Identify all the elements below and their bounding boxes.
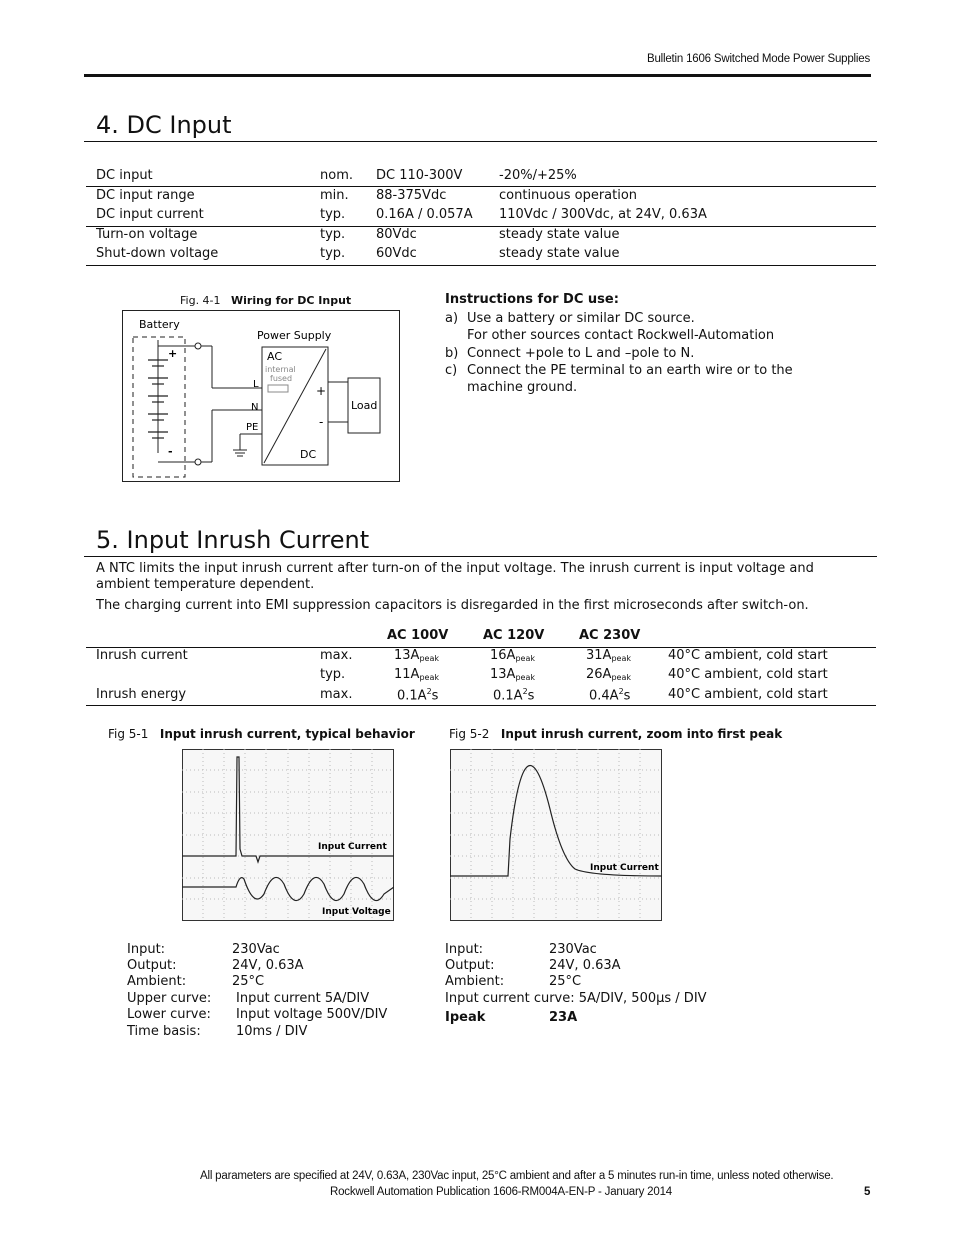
fig-title: Wiring for DC Input <box>231 294 352 307</box>
list-marker: c) <box>445 363 458 378</box>
instructions-title: Instructions for DC use: <box>445 292 619 307</box>
power-supply-label: Power Supply <box>257 329 332 342</box>
spec-key: Time basis: <box>127 1024 201 1039</box>
column-header: AC 100V <box>387 628 449 643</box>
spec-key: Output: <box>445 958 495 973</box>
note: -20%/+25% <box>499 168 577 183</box>
curve-label: Input Voltage <box>322 907 391 917</box>
list-item: Use a battery or similar DC source. <box>467 311 695 326</box>
internal-label: internal <box>265 365 296 374</box>
spec-value: Input current 5A/DIV <box>236 991 370 1006</box>
qualifier: typ. <box>320 667 346 682</box>
fig-label: Fig. 4-1 <box>180 294 221 307</box>
section-rule <box>84 556 877 557</box>
spec-value: 24V, 0.63A <box>232 958 304 973</box>
note: steady state value <box>499 246 620 261</box>
value: $0.4A^2s$ <box>589 687 631 704</box>
section-title-inrush: 5. Input Inrush Current <box>96 526 370 554</box>
spec-value: 25°C <box>549 974 582 989</box>
spec-value: 25°C <box>232 974 265 989</box>
spec-value: 230Vac <box>549 942 597 957</box>
spec-key: Input: <box>127 942 166 957</box>
fused-label: fused <box>270 374 293 383</box>
value: $31A_{peak}$ <box>586 648 631 663</box>
ipeak-value: 23A <box>549 1010 578 1025</box>
value: 0.16A / 0.057A <box>376 207 473 222</box>
spec-value: 24V, 0.63A <box>549 958 621 973</box>
curve-label: Input Current <box>318 842 387 852</box>
terminal-l: L <box>253 379 259 390</box>
spec-value: Input voltage 500V/DIV <box>236 1007 388 1022</box>
table-bottom-rule <box>86 265 876 266</box>
spec-key: Upper curve: <box>127 991 212 1006</box>
qualifier: max. <box>320 687 353 702</box>
param-label: DC input current <box>96 207 204 222</box>
curve-label: Input Current <box>590 863 659 873</box>
row-divider <box>86 226 876 227</box>
battery-plus: + <box>168 347 178 360</box>
header-rule <box>84 74 871 77</box>
qualifier: nom. <box>320 168 353 183</box>
paragraph: A NTC limits the input inrush current after turn-on of the input voltage. The inrush current is input voltage and ambient temperature dependent. <box>96 561 814 592</box>
fig-5-2-caption <box>449 727 782 741</box>
qualifier: typ. <box>320 207 346 222</box>
wiring-diagram <box>122 310 400 482</box>
terminal-pe: PE <box>246 422 259 433</box>
load-label: Load <box>351 399 378 412</box>
param-label: Inrush energy <box>96 687 187 702</box>
spec-key: Ambient: <box>445 974 505 989</box>
value: 60Vdc <box>376 246 417 261</box>
scope-plot-first-peak <box>450 749 662 921</box>
spec-key: Ambient: <box>127 974 187 989</box>
param-label: Turn-on voltage <box>96 227 198 242</box>
battery-label: Battery <box>139 318 180 331</box>
section-rule <box>84 141 877 142</box>
param-label: DC input <box>96 168 153 183</box>
output-plus: + <box>316 384 327 398</box>
list-item: machine ground. <box>467 380 578 395</box>
fig-label: Fig 5-2 <box>449 727 490 741</box>
value: 80Vdc <box>376 227 417 242</box>
spec-value: 10ms / DIV <box>236 1024 308 1039</box>
value: $0.1A^2s$ <box>493 687 535 704</box>
fig-title: Input inrush current, zoom into first peak <box>500 727 783 741</box>
terminal-n: N <box>251 402 259 413</box>
param-label: DC input range <box>96 188 195 203</box>
page-number: 5 <box>864 1186 871 1198</box>
list-marker: a) <box>445 311 459 326</box>
dc-label: DC <box>300 448 317 461</box>
bulletin-header: Bulletin 1606 Switched Mode Power Supplies <box>646 53 870 65</box>
list-item: Connect the PE terminal to an earth wire or to the <box>467 363 793 378</box>
paragraph: The charging current into EMI suppression capacitors is disregarded in the first microseconds after switch-on. <box>96 598 809 613</box>
value: $0.1A^2s$ <box>397 687 439 704</box>
ipeak-label: Ipeak <box>445 1010 486 1025</box>
note: 110Vdc / 300Vdc, at 24V, 0.63A <box>499 207 707 222</box>
footer-publication: Rockwell Automation Publication 1606-RM004A-EN-P - January 2014 <box>330 1186 672 1198</box>
footer-note: All parameters are specified at 24V, 0.63A, 230Vac input, 25°C ambient and after a 5 minutes run-in time, unless noted otherwise. <box>200 1170 834 1182</box>
value: 88-375Vdc <box>376 188 447 203</box>
note: 40°C ambient, cold start <box>668 667 828 682</box>
spec-value: 230Vac <box>232 942 280 957</box>
spec-key: Output: <box>127 958 177 973</box>
fig-label: Fig 5-1 <box>108 727 149 741</box>
value: $13A_{peak}$ <box>490 667 535 682</box>
qualifier: typ. <box>320 227 346 242</box>
param-label: Inrush current <box>96 648 188 663</box>
table-bottom-rule <box>86 705 876 706</box>
value: $11A_{peak}$ <box>394 667 439 682</box>
value: $26A_{peak}$ <box>586 667 631 682</box>
scope-plot-inrush <box>182 749 394 921</box>
fig-5-1-caption <box>108 727 415 741</box>
fuse-symbol <box>268 385 288 392</box>
section-title-dc-input: 4. DC Input <box>96 111 232 139</box>
note: continuous operation <box>499 188 638 203</box>
column-header: AC 230V <box>579 628 641 643</box>
value: $16A_{peak}$ <box>490 648 535 663</box>
spec-key: Input: <box>445 942 484 957</box>
qualifier: min. <box>320 188 349 203</box>
note: 40°C ambient, cold start <box>668 648 828 663</box>
value: $13A_{peak}$ <box>394 648 439 663</box>
list-item: For other sources contact Rockwell-Automation <box>467 328 775 343</box>
list-marker: b) <box>445 346 459 361</box>
column-header: AC 120V <box>483 628 545 643</box>
list-item: Connect +pole to L and –pole to N. <box>467 346 695 361</box>
note: 40°C ambient, cold start <box>668 687 828 702</box>
param-label: Shut-down voltage <box>96 246 219 261</box>
ac-label: AC <box>267 350 283 363</box>
fig-title: Input inrush current, typical behavior <box>159 727 415 741</box>
battery-minus: - <box>168 445 173 458</box>
output-minus: - <box>319 415 324 429</box>
spec-key: Lower curve: <box>127 1007 211 1022</box>
curve-note: Input current curve: 5A/DIV, 500µs / DIV <box>445 991 707 1006</box>
value: DC 110-300V <box>376 168 463 183</box>
fig-4-1-caption <box>180 294 351 307</box>
row-divider <box>86 186 876 187</box>
qualifier: typ. <box>320 246 346 261</box>
qualifier: max. <box>320 648 353 663</box>
note: steady state value <box>499 227 620 242</box>
